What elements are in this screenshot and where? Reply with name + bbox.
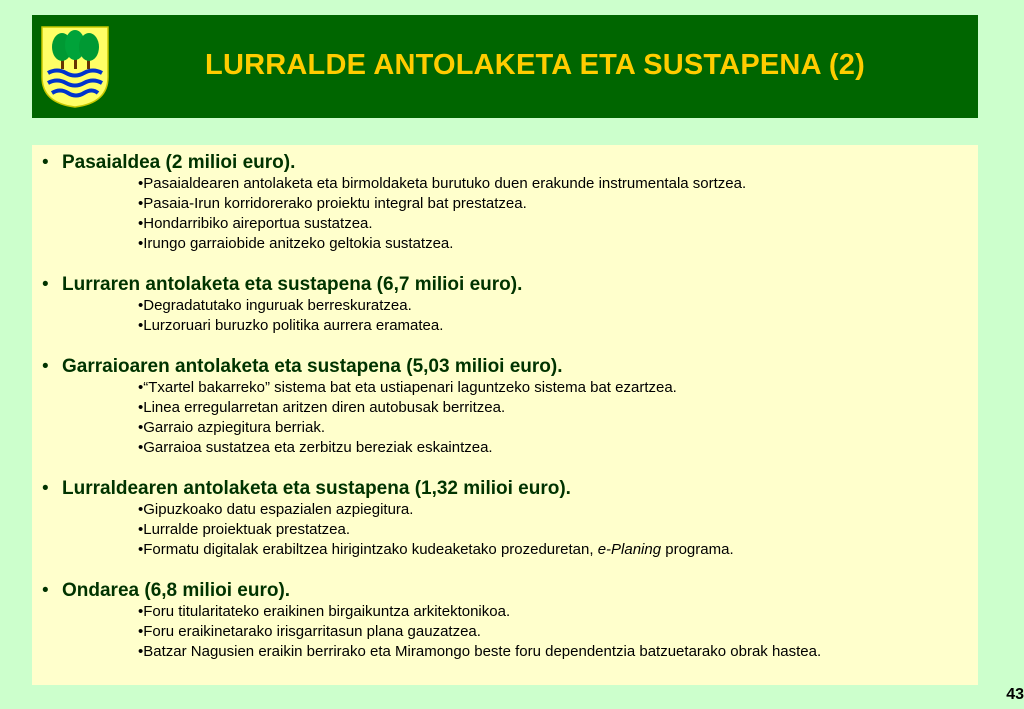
section-pasaialdea (32, 151, 978, 254)
e-planing-term: e-Planing (597, 541, 662, 558)
section-lurraren-antolaketa (32, 273, 978, 336)
list-item: •Pasaialdearen antolaketa eta birmoldaketa burutuko duen erakunde instrumentala sortzea. (138, 175, 747, 192)
list-item: •Garraioa sustatzea eta zerbitzu bereziak eskaintzea. (138, 439, 493, 456)
section-title: • Ondarea (6,8 milioi euro). (42, 580, 291, 601)
list-item: •Hondarribiko aireportua sustatzea. (138, 215, 373, 232)
slide-header (32, 15, 978, 118)
section-lurraldearen-antolaketa (32, 477, 978, 560)
list-item: •Linea erregularretan aritzen diren autobusak berritzea. (138, 399, 506, 416)
list-item: •Batzar Nagusien eraikin berrirako eta Miramongo beste foru dependentzia batzuetarako obrak hastea. (138, 643, 822, 660)
slide-title: LURRALDE ANTOLAKETA ETA SUSTAPENA (2) (205, 49, 865, 81)
list-item: •Gipuzkoako datu espazialen azpiegitura. (138, 501, 414, 518)
list-item: •Degradatutako inguruak berreskuratzea. (138, 297, 412, 314)
section-title: • Lurraren antolaketa eta sustapena (6,7 milioi euro). (42, 274, 523, 295)
bullet-icon: • (42, 356, 49, 377)
list-item: •Formatu digitalak erabiltzea hirigintzako kudeaketako prozeduretan, e-Planing programa. (138, 541, 734, 558)
list-item: •Pasaia-Irun korridorerako proiektu integral bat prestatzea. (138, 195, 527, 212)
section-title: • Pasaialdea (2 milioi euro). (42, 152, 296, 173)
bullet-icon: • (42, 152, 49, 173)
section-ondarea (32, 579, 978, 662)
bullet-icon: • (42, 580, 49, 601)
list-item: •Irungo garraiobide anitzeko geltokia sustatzea. (138, 235, 454, 252)
list-item: •Foru titularitateko eraikinen birgaikuntza arkitektonikoa. (138, 603, 511, 620)
section-title: • Lurraldearen antolaketa eta sustapena (1,32 milioi euro). (42, 478, 571, 499)
bullet-icon: • (42, 274, 49, 295)
list-item: •Foru eraikinetarako irisgarritasun plana gauzatzea. (138, 623, 481, 640)
page-number: 43 (1006, 686, 1024, 703)
content-panel (32, 145, 978, 685)
bullet-icon: • (42, 478, 49, 499)
list-item: •Garraio azpiegitura berriak. (138, 419, 326, 436)
list-item: •Lurralde proiektuak prestatzea. (138, 521, 351, 538)
section-garraioaren-antolaketa (32, 355, 978, 458)
list-item: •Lurzoruari buruzko politika aurrera eramatea. (138, 317, 444, 334)
section-title: • Garraioaren antolaketa eta sustapena (5,03 milioi euro). (42, 356, 563, 377)
list-item: •“Txartel bakarreko” sistema bat eta ustiapenari laguntzeko sistema bat ezartzea. (138, 379, 677, 396)
